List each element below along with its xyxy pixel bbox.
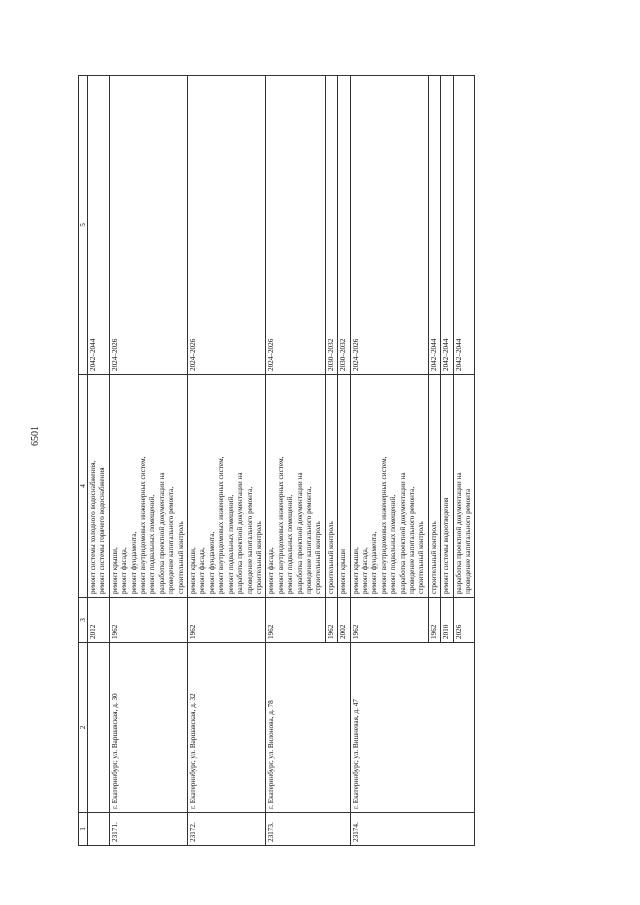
works-cell — [109, 375, 187, 598]
work-line: ремонт системы горячего водоснабжения — [98, 467, 107, 594]
entry-address: г. Екатеринбург, ул. Варшавская, д. 30 — [109, 643, 187, 813]
header-cell-4: 4 — [79, 375, 88, 598]
work-line: ремонт внутридомовых инженерных систем, — [139, 456, 148, 594]
year-cell: 1962 — [350, 598, 428, 643]
entry-address: г. Екатеринбург, ул. Вилонова, д. 78 — [266, 643, 350, 813]
work-line: ремонт крыши — [339, 548, 348, 594]
work-line: строительный контроль — [314, 521, 323, 594]
works-cell — [350, 375, 428, 598]
entry-row — [350, 76, 428, 846]
continuation-row — [88, 76, 110, 846]
header-cell-1: 1 — [79, 813, 88, 846]
work-line: ремонт фасада, — [120, 547, 129, 594]
entry-address: г. Екатеринбург, ул. Вишневая, д. 47 — [350, 643, 475, 813]
work-line: разработка проектной документации на — [157, 472, 166, 594]
work-line: ремонт системы холодного водоснабжения, — [89, 460, 97, 594]
works-cell — [428, 375, 440, 598]
work-line: строительный контроль — [254, 521, 263, 594]
entry-number: 23174. — [350, 813, 475, 846]
work-line: строительный контроль — [429, 521, 438, 594]
work-line: разработка проектной документации на — [236, 472, 245, 594]
header-cell-2: 2 — [79, 643, 88, 813]
work-line: разработка проектной документации на — [398, 472, 407, 594]
period-cell: 2024–2026 — [188, 76, 266, 375]
work-line: проведение капитального ремонта, — [245, 486, 254, 594]
year-cell: 2026 — [453, 598, 475, 643]
period-cell: 2024–2026 — [350, 76, 428, 375]
work-line: ремонт фасада, — [267, 547, 276, 594]
header-cell-3: 3 — [79, 598, 88, 643]
period-cell: 2024–2026 — [266, 76, 325, 375]
work-line: ремонт подвальных помещений, — [389, 494, 398, 594]
entry-number: 23173. — [266, 813, 350, 846]
page-number: 6501 — [30, 426, 41, 446]
year-cell: 2010 — [441, 598, 453, 643]
work-line: проведение капитального ремонта — [464, 488, 473, 594]
work-line: ремонт фундамента, — [370, 531, 379, 594]
year-cell: 2012 — [88, 598, 110, 643]
works-cell — [338, 375, 350, 598]
works-cell — [325, 375, 337, 598]
work-line: разработка проектной документации на — [454, 472, 463, 594]
works-cell — [441, 375, 453, 598]
address-cell — [88, 643, 110, 813]
period-cell: 2042–2044 — [88, 76, 110, 375]
entry-number: 23172. — [188, 813, 266, 846]
work-line: проведение капитального ремонта, — [167, 486, 176, 594]
work-line: ремонт внутридомовых инженерных систем, — [217, 456, 226, 594]
rotated-table-container — [78, 76, 578, 846]
work-line: ремонт фундамента, — [207, 531, 216, 594]
year-cell: 1962 — [325, 598, 337, 643]
work-line: ремонт крыши, — [189, 547, 198, 594]
entry-address: г. Екатеринбург, ул. Варшавская, д. 32 — [188, 643, 266, 813]
period-cell: 2030–2032 — [338, 76, 350, 375]
period-cell: 2024–2026 — [109, 76, 187, 375]
work-line: проведение капитального ремонта, — [408, 486, 416, 594]
entry-row — [109, 76, 187, 846]
table-header-row — [79, 76, 88, 846]
table-body — [88, 76, 475, 846]
work-line: ремонт крыши, — [110, 547, 119, 594]
work-line: ремонт внутридомовых инженерных систем, — [379, 456, 388, 594]
period-cell: 2042–2044 — [428, 76, 440, 375]
work-line: проведение капитального ремонта, — [304, 486, 313, 594]
works-cell — [188, 375, 266, 598]
works-cell — [88, 375, 110, 598]
year-cell: 1962 — [188, 598, 266, 643]
work-line: ремонт крыши, — [351, 547, 360, 594]
work-line: строительный контроль — [176, 521, 185, 594]
entry-row — [266, 76, 325, 846]
works-cell — [453, 375, 475, 598]
work-line: ремонт подвальных помещений, — [286, 494, 295, 594]
work-line: ремонт фундамента, — [129, 531, 138, 594]
header-cell-5: 5 — [79, 76, 88, 375]
period-cell: 2042–2044 — [453, 76, 475, 375]
entry-row — [188, 76, 266, 846]
works-cell — [266, 375, 325, 598]
period-cell: 2042–2044 — [441, 76, 453, 375]
num-cell — [88, 813, 110, 846]
work-line: ремонт подвальных помещений, — [148, 494, 157, 594]
work-line: ремонт внутридомовых инженерных систем, — [276, 456, 285, 594]
year-cell: 1962 — [428, 598, 440, 643]
work-line: строительный контроль — [417, 521, 426, 594]
period-cell: 2030–2032 — [325, 76, 337, 375]
entry-number: 23171. — [109, 813, 187, 846]
work-line: ремонт фасада, — [198, 547, 207, 594]
work-line: ремонт системы водоотведения — [442, 497, 451, 594]
work-line: ремонт подвальных помещений, — [226, 494, 235, 594]
work-line: ремонт фасада, — [360, 547, 369, 594]
work-line: разработка проектной документации на — [295, 472, 304, 594]
work-line: строительный контроль — [326, 521, 335, 594]
year-cell: 2002 — [338, 598, 350, 643]
year-cell: 1962 — [266, 598, 325, 643]
year-cell: 1962 — [109, 598, 187, 643]
capital-repair-table — [78, 75, 475, 846]
